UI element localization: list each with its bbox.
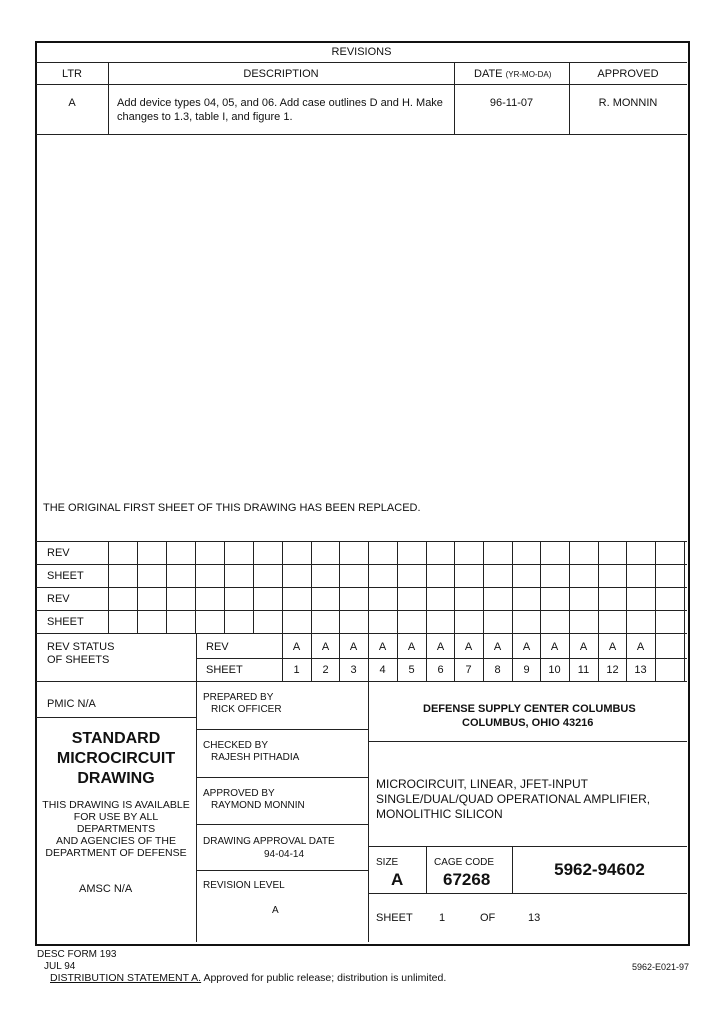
rule — [368, 893, 687, 894]
sheet-number-cell: 3 — [350, 664, 357, 676]
sheet-number-cell: 10 — [548, 664, 561, 676]
rule — [196, 633, 197, 681]
upper-row-label: REV — [47, 593, 70, 605]
prepared-name: RICK OFFICER — [211, 704, 282, 715]
approved-header: APPROVED — [597, 68, 659, 80]
grid-line — [282, 541, 283, 633]
form-number: DESC FORM 193 — [37, 949, 117, 960]
rev-status-cell: A — [436, 641, 445, 653]
sheet-number-cell: 7 — [465, 664, 472, 676]
cage-label: CAGE CODE — [434, 857, 495, 868]
revision-description-line2: changes to 1.3, table I, and figure 1. — [117, 111, 293, 123]
rule — [196, 681, 197, 942]
grid-line — [684, 633, 685, 681]
rev-status-cell: A — [407, 641, 416, 653]
sheet-footer-label: SHEET — [376, 912, 413, 924]
rule — [426, 846, 427, 893]
upper-row-label: SHEET — [47, 616, 84, 628]
title-line-1: MICROCIRCUIT, LINEAR, JFET-INPUT — [376, 777, 589, 791]
grid-line — [569, 541, 570, 633]
checked-name: RAJESH PITHADIA — [211, 752, 300, 763]
size-value: A — [391, 870, 404, 889]
grid-line — [626, 541, 627, 633]
rev-label: REV — [206, 641, 229, 653]
rule — [368, 846, 687, 847]
grid-line — [483, 541, 484, 633]
grid-line — [540, 541, 541, 633]
grid-line — [195, 541, 196, 633]
grid-line — [598, 541, 599, 633]
sheet-number-cell: 12 — [606, 664, 619, 676]
rule — [36, 587, 687, 588]
amsc: AMSC N/A — [79, 883, 133, 895]
standard-title: STANDARD — [71, 730, 161, 747]
sheet-footer-of: OF — [480, 912, 496, 924]
rule — [196, 658, 687, 659]
grid-line — [454, 541, 455, 633]
sheet-number-cell: 8 — [494, 664, 501, 676]
distribution-label: DISTRIBUTION STATEMENT A. — [50, 972, 202, 984]
prepared-label: PREPARED BY — [203, 692, 274, 703]
rule — [196, 824, 368, 825]
sheet-number-cell: 6 — [437, 664, 444, 676]
rev-status-cell: A — [608, 641, 617, 653]
grid-line — [224, 541, 225, 633]
grid-line — [512, 541, 513, 633]
sheet-footer-number: 1 — [439, 912, 446, 924]
grid-line — [166, 541, 167, 633]
rev-status-label: REV STATUS — [47, 641, 115, 653]
rev-status-cell: A — [349, 641, 358, 653]
rule — [196, 777, 368, 778]
pmic: PMIC N/A — [47, 698, 96, 710]
rev-status-cell: A — [579, 641, 588, 653]
form-date: JUL 94 — [44, 961, 76, 972]
grid-line — [368, 541, 369, 633]
sheet-number-cell: 2 — [322, 664, 329, 676]
rule — [36, 717, 196, 718]
drawing-title: DRAWING — [77, 770, 155, 787]
rule — [36, 62, 687, 63]
sheet-footer-total: 13 — [528, 912, 541, 924]
grid-line — [397, 541, 398, 633]
grid-line — [339, 541, 340, 633]
rule — [196, 729, 368, 730]
drawing-number: 5962-94602 — [554, 860, 645, 879]
revision-level-value: A — [272, 905, 279, 916]
sheet-number-cell: 4 — [379, 664, 386, 676]
grid-line — [311, 541, 312, 633]
sheet-label: SHEET — [206, 664, 243, 676]
sheet-number-cell: 5 — [408, 664, 415, 676]
approval-date-value: 94-04-14 — [264, 849, 305, 860]
rule — [36, 84, 687, 85]
grid-line — [684, 541, 685, 633]
agency-name: DEFENSE SUPPLY CENTER COLUMBUS — [423, 703, 636, 715]
checked-label: CHECKED BY — [203, 740, 269, 751]
cage-value: 67268 — [443, 870, 491, 889]
approval-date-label: DRAWING APPROVAL DATE — [203, 836, 335, 847]
revisions-title: REVISIONS — [331, 46, 392, 58]
availability-line: DEPARTMENT OF DEFENSE — [45, 847, 187, 859]
rev-status-cell: A — [550, 641, 559, 653]
ltr-header: LTR — [62, 68, 82, 80]
rev-status-label-2: OF SHEETS — [47, 654, 110, 666]
approved-name: RAYMOND MONNIN — [211, 800, 305, 811]
rule — [36, 541, 687, 542]
distribution-statement — [50, 972, 446, 984]
rev-status-cell: A — [378, 641, 387, 653]
sheet-number-cell: 1 — [293, 664, 300, 676]
grid-line — [655, 633, 656, 681]
availability-line: AND AGENCIES OF THE — [56, 835, 176, 847]
upper-row-label: SHEET — [47, 570, 84, 582]
rev-status-cell: A — [522, 641, 531, 653]
rev-status-cell: A — [321, 641, 330, 653]
upper-row-label: REV — [47, 547, 70, 559]
title-line-2: SINGLE/DUAL/QUAD OPERATIONAL AMPLIFIER, — [376, 792, 651, 806]
revision-level-label: REVISION LEVEL — [203, 880, 285, 891]
rule — [368, 681, 369, 942]
rule — [196, 870, 368, 871]
rev-status-cell: A — [493, 641, 502, 653]
grid-line — [253, 541, 254, 633]
availability-line: DEPARTMENTS — [76, 823, 156, 835]
approved-label: APPROVED BY — [203, 788, 275, 799]
availability-line: FOR USE BY ALL — [73, 811, 159, 823]
rule — [36, 564, 687, 565]
rule — [36, 134, 687, 135]
rev-status-cell: A — [636, 641, 645, 653]
sheet-number-cell: 13 — [634, 664, 647, 676]
rule — [36, 681, 687, 682]
title-line-3: MONOLITHIC SILICON — [376, 807, 503, 821]
grid-line — [426, 541, 427, 633]
revision-letter: A — [68, 97, 76, 109]
document-code: 5962-E021-97 — [632, 962, 690, 972]
description-header: DESCRIPTION — [243, 68, 319, 80]
rule — [368, 741, 687, 742]
rule — [36, 633, 687, 634]
availability-line: THIS DRAWING IS AVAILABLE — [42, 799, 190, 811]
grid-line — [655, 541, 656, 633]
rule — [36, 610, 687, 611]
revision-approver: R. MONNIN — [598, 97, 658, 109]
microcircuit-title: MICROCIRCUIT — [56, 750, 176, 767]
agency-address: COLUMBUS, OHIO 43216 — [462, 717, 594, 729]
size-label: SIZE — [376, 857, 399, 868]
date-header: DATE (YR-MO-DA) — [474, 68, 552, 80]
grid-line — [108, 541, 109, 633]
grid-line — [137, 541, 138, 633]
distribution-text: Approved for public release; distribution is unlimited. — [201, 972, 447, 984]
rev-status-cell: A — [292, 641, 301, 653]
replaced-note: THE ORIGINAL FIRST SHEET OF THIS DRAWING HAS BEEN REPLACED. — [43, 502, 421, 514]
revision-description-line1: Add device types 04, 05, and 06. Add case outlines D and H. Make — [117, 97, 443, 109]
sheet-number-cell: 11 — [577, 664, 590, 676]
revision-date: 96-11-07 — [489, 97, 534, 109]
rev-status-cell: A — [464, 641, 473, 653]
sheet-number-cell: 9 — [523, 664, 530, 676]
